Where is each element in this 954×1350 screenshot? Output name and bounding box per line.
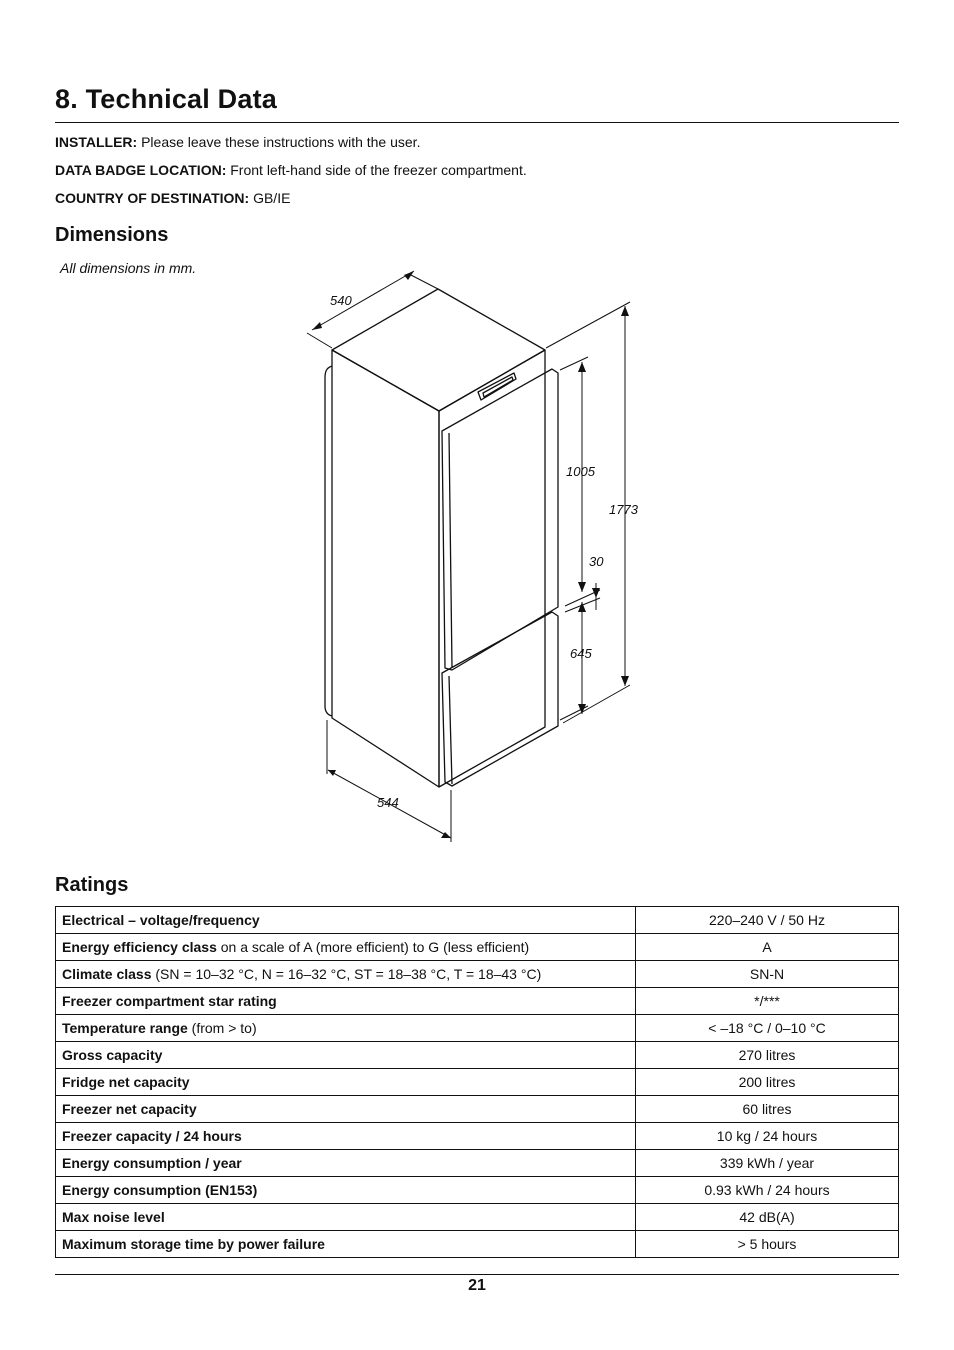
table-row bbox=[56, 961, 899, 988]
rating-label-cell bbox=[56, 988, 636, 1015]
rating-label-cell bbox=[56, 1096, 636, 1123]
rating-label-detail: (SN = 10–32 °C, N = 16–32 °C, ST = 18–38 °C, T = 18–43 °C) bbox=[151, 966, 542, 982]
dim-label-total-height: 1773 bbox=[609, 502, 638, 517]
dim-label-width: 540 bbox=[330, 293, 352, 308]
dimensions-note: All dimensions in mm. bbox=[60, 260, 197, 276]
rating-label-bold: Freezer capacity / 24 hours bbox=[62, 1128, 242, 1144]
rating-value-cell: < –18 °C / 0–10 °C bbox=[636, 1015, 899, 1042]
fridge-dimension-diagram bbox=[300, 265, 660, 850]
rating-value-cell: 10 kg / 24 hours bbox=[636, 1123, 899, 1150]
dim-label-fridge-height: 1005 bbox=[566, 464, 595, 479]
rating-label-cell bbox=[56, 1204, 636, 1231]
page-number: 21 bbox=[468, 1277, 486, 1294]
table-row bbox=[56, 907, 899, 934]
rating-label-cell bbox=[56, 1231, 636, 1258]
rating-label-cell bbox=[56, 1177, 636, 1204]
rating-label-cell bbox=[56, 1123, 636, 1150]
table-row bbox=[56, 1123, 899, 1150]
rating-label-bold: Electrical – voltage/frequency bbox=[62, 912, 260, 928]
data-badge-text: Front left-hand side of the freezer compartment. bbox=[230, 162, 527, 178]
country-text: GB/IE bbox=[253, 190, 291, 206]
title-divider bbox=[55, 122, 899, 123]
rating-label-cell bbox=[56, 934, 636, 961]
table-row bbox=[56, 1177, 899, 1204]
rating-label-cell bbox=[56, 1069, 636, 1096]
installer-line bbox=[55, 134, 420, 150]
fridge-door bbox=[442, 369, 558, 670]
rating-label-detail: on a scale of A (more efficient) to G (less efficient) bbox=[216, 939, 530, 955]
table-row bbox=[56, 1204, 899, 1231]
rating-label-detail: (from > to) bbox=[187, 1020, 257, 1036]
rating-label-bold: Maximum storage time by power failure bbox=[62, 1236, 325, 1252]
rating-label-cell bbox=[56, 961, 636, 988]
table-row bbox=[56, 1042, 899, 1069]
rating-value-cell: 339 kWh / year bbox=[636, 1150, 899, 1177]
table-row bbox=[56, 1150, 899, 1177]
ratings-table bbox=[55, 906, 899, 1258]
table-row bbox=[56, 1015, 899, 1042]
rating-label-bold: Climate class bbox=[62, 966, 152, 982]
rating-label-bold: Energy efficiency class bbox=[62, 939, 217, 955]
cabinet-back-edge bbox=[325, 366, 332, 716]
cabinet-front-face bbox=[439, 350, 545, 787]
rating-value-cell: > 5 hours bbox=[636, 1231, 899, 1258]
rating-value-cell: 42 dB(A) bbox=[636, 1204, 899, 1231]
rating-label-bold: Temperature range bbox=[62, 1020, 188, 1036]
rating-value-cell: 200 litres bbox=[636, 1069, 899, 1096]
installer-text: Please leave these instructions with the user. bbox=[141, 134, 421, 150]
dim-label-depth: 544 bbox=[377, 795, 399, 810]
table-row bbox=[56, 1231, 899, 1258]
rating-label-bold: Energy consumption / year bbox=[62, 1155, 242, 1171]
rating-label-bold: Freezer net capacity bbox=[62, 1101, 197, 1117]
freezer-door bbox=[442, 612, 558, 786]
country-label: COUNTRY OF DESTINATION: bbox=[55, 190, 250, 206]
rating-value-cell: A bbox=[636, 934, 899, 961]
installer-label: INSTALLER: bbox=[55, 134, 138, 150]
rating-label-cell bbox=[56, 907, 636, 934]
rating-label-bold: Energy consumption (EN153) bbox=[62, 1182, 258, 1198]
dim-label-gap: 30 bbox=[589, 554, 604, 569]
rating-label-bold: Max noise level bbox=[62, 1209, 165, 1225]
rating-value-cell: 60 litres bbox=[636, 1096, 899, 1123]
dim-label-freezer-height: 645 bbox=[570, 646, 592, 661]
rating-value-cell: */*** bbox=[636, 988, 899, 1015]
table-row bbox=[56, 1096, 899, 1123]
footer-divider bbox=[55, 1274, 899, 1275]
table-row bbox=[56, 1069, 899, 1096]
rating-value-cell: SN-N bbox=[636, 961, 899, 988]
rating-value-cell: 220–240 V / 50 Hz bbox=[636, 907, 899, 934]
cabinet-top-face bbox=[332, 289, 545, 411]
rating-label-cell bbox=[56, 1150, 636, 1177]
rating-value-cell: 270 litres bbox=[636, 1042, 899, 1069]
rating-label-bold: Fridge net capacity bbox=[62, 1074, 190, 1090]
rating-value-cell: 0.93 kWh / 24 hours bbox=[636, 1177, 899, 1204]
dimensions-heading: Dimensions bbox=[55, 224, 169, 246]
rating-label-cell bbox=[56, 1042, 636, 1069]
table-row bbox=[56, 934, 899, 961]
rating-label-bold: Gross capacity bbox=[62, 1047, 163, 1063]
rating-label-cell bbox=[56, 1015, 636, 1042]
cabinet-side-face bbox=[332, 350, 439, 787]
data-badge-line bbox=[55, 162, 527, 178]
data-badge-label: DATA BADGE LOCATION: bbox=[55, 162, 227, 178]
country-line bbox=[55, 190, 290, 206]
page-title: 8. Technical Data bbox=[55, 84, 277, 114]
rating-label-bold: Freezer compartment star rating bbox=[62, 993, 277, 1009]
table-row bbox=[56, 988, 899, 1015]
ratings-heading: Ratings bbox=[55, 874, 129, 896]
